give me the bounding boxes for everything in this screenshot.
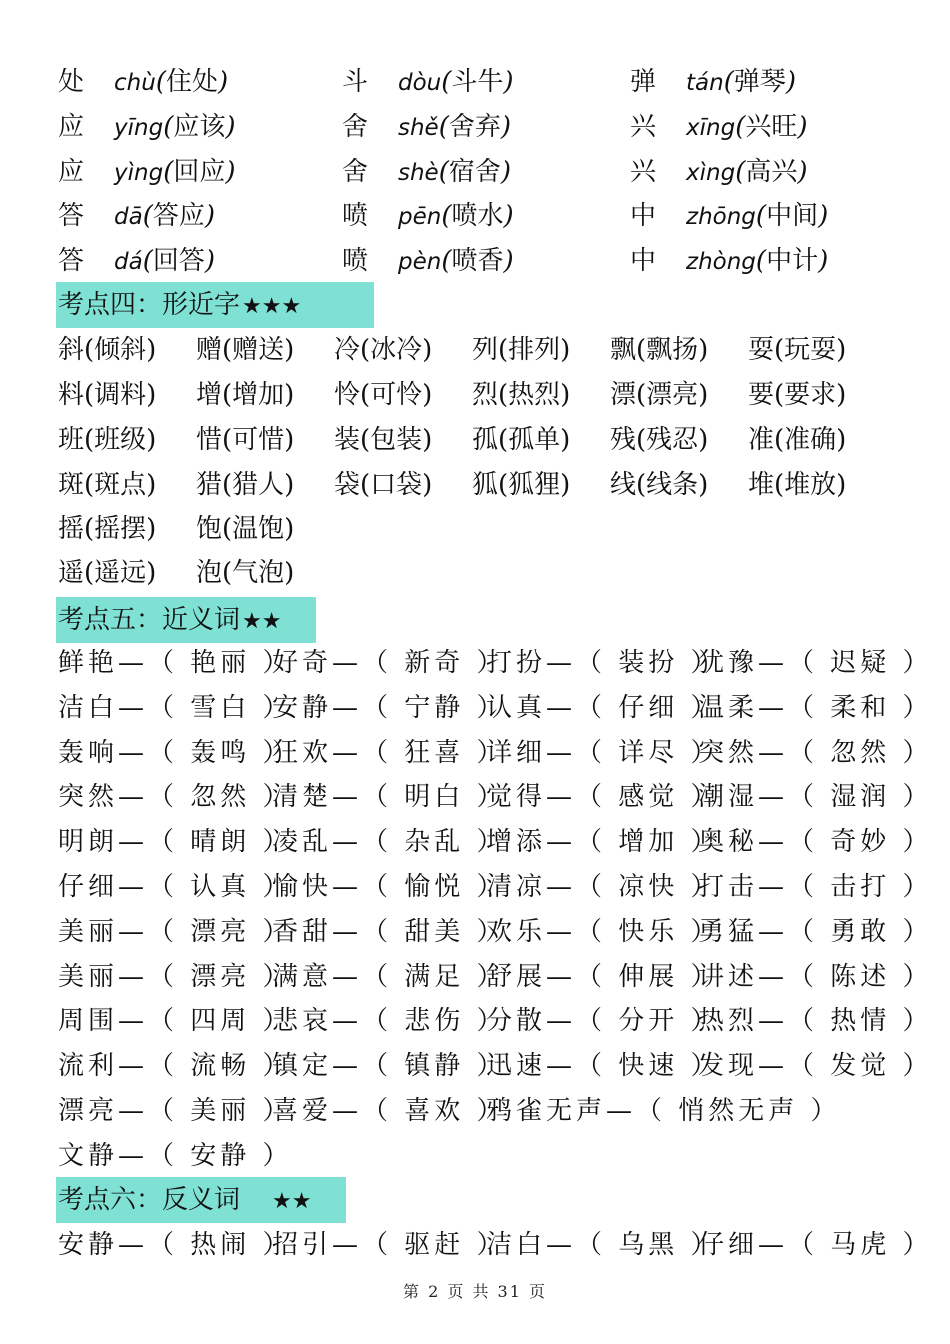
entry-pinyin: shě: [398, 115, 439, 141]
close-paren: ): [225, 157, 236, 187]
entry-pinyin: dòu: [398, 70, 442, 96]
entry-word: 高兴: [745, 157, 798, 187]
entry-pinyin: yīng: [114, 115, 164, 141]
synonym-entry: 明朗—（ 晴朗 ）: [58, 827, 293, 857]
pinyin-entry: [630, 152, 808, 193]
synonym-entry: 流利—（ 流畅 ）: [58, 1051, 293, 1081]
similar-char-entry: 饱(温饱): [196, 514, 295, 544]
entry-char: 兴: [630, 112, 657, 142]
similar-char-entry: 孤(孤单): [472, 425, 571, 455]
entry-char: 应: [58, 112, 85, 142]
entry-word: 回答: [152, 246, 205, 276]
synonym-entry: 喜爱—（ 喜欢 ）: [272, 1096, 507, 1126]
pinyin-entry: [630, 196, 828, 237]
entry-char: 喷: [342, 201, 369, 231]
synonym-entry: 觉得—（ 感觉 ）: [486, 782, 721, 812]
open-paren: (: [735, 157, 746, 187]
synonym-entry: 温柔—（ 柔和 ）: [698, 693, 933, 723]
synonym-entry: 悲哀—（ 悲伤 ）: [272, 1006, 507, 1036]
synonym-entry: 认真—（ 仔细 ）: [486, 693, 721, 723]
synonym-entry: 狂欢—（ 狂喜 ）: [272, 738, 507, 768]
importance-stars: ★★★: [242, 294, 302, 319]
entry-pinyin: pèn: [398, 249, 442, 275]
section4-heading: [56, 282, 374, 328]
entry-pinyin: tán: [686, 70, 724, 96]
open-paren: (: [441, 246, 452, 276]
similar-char-entry: 狐(狐狸): [472, 470, 571, 500]
entry-char: 舍: [342, 112, 369, 142]
heading-title: 考点五：近义词: [58, 605, 241, 635]
open-paren: (: [755, 201, 767, 231]
entry-word: 中间: [766, 201, 819, 231]
pinyin-entry: [58, 62, 228, 103]
entry-char: 兴: [630, 157, 657, 187]
open-paren: (: [142, 246, 153, 276]
close-paren: ): [503, 201, 514, 231]
close-paren: ): [204, 201, 216, 231]
similar-char-entry: 赠(赠送): [196, 335, 295, 365]
pinyin-entry: [630, 62, 796, 103]
synonym-entry: 分散—（ 分开 ）: [486, 1006, 721, 1036]
entry-char: 斗: [342, 67, 369, 97]
close-paren: ): [503, 246, 514, 276]
synonym-entry: 勇猛—（ 勇敢 ）: [698, 917, 933, 947]
similar-char-entry: 班(班级): [58, 425, 157, 455]
similar-char-entry: 线(线条): [610, 470, 709, 500]
synonym-entry: 愉快—（ 愉悦 ）: [272, 872, 507, 902]
entry-pinyin: zhōng: [686, 204, 756, 230]
close-paren: ): [204, 246, 216, 276]
similar-char-entry: 怜(可怜): [334, 380, 433, 410]
similar-char-entry: 列(排列): [472, 335, 571, 365]
entry-pinyin: xīng: [686, 115, 736, 141]
synonym-entry: 美丽—（ 漂亮 ）: [58, 917, 293, 947]
similar-char-entry: 猎(猎人): [196, 470, 295, 500]
synonym-entry: 潮湿—（ 湿润 ）: [698, 782, 933, 812]
close-paren: ): [500, 112, 512, 142]
synonym-entry: 漂亮—（ 美丽 ）: [58, 1096, 293, 1126]
entry-word: 中计: [766, 246, 819, 276]
synonym-entry: 突然—（ 忽然 ）: [698, 738, 933, 768]
similar-char-entry: 斑(斑点): [58, 470, 157, 500]
synonym-entry: 犹豫—（ 迟疑 ）: [698, 648, 933, 678]
similar-char-entry: 袋(口袋): [334, 470, 433, 500]
antonym-entry: 安静—（ 热闹 ）: [58, 1230, 293, 1260]
synonym-entry: 打扮—（ 装扮 ）: [486, 648, 721, 678]
synonym-entry: 周围—（ 四周 ）: [58, 1006, 293, 1036]
similar-char-entry: 摇(摇摆): [58, 514, 157, 544]
entry-word: 斗牛: [451, 67, 504, 97]
synonym-entry: 文静—（ 安静 ）: [58, 1141, 293, 1171]
entry-pinyin: xìng: [686, 160, 736, 186]
antonym-entry: 仔细—（ 马虎 ）: [698, 1230, 933, 1260]
open-paren: (: [441, 201, 452, 231]
close-paren: ): [503, 67, 514, 97]
entry-pinyin: dá: [114, 249, 143, 275]
pinyin-entry: [342, 196, 514, 237]
entry-char: 舍: [342, 157, 369, 187]
close-paren: ): [797, 112, 808, 142]
entry-pinyin: dā: [114, 204, 143, 230]
heading-title: 考点六：反义词: [58, 1185, 241, 1215]
synonym-entry: 安静—（ 宁静 ）: [272, 693, 507, 723]
similar-char-entry: 泡(气泡): [196, 558, 295, 588]
open-paren: (: [142, 201, 153, 231]
similar-char-entry: 残(残忍): [610, 425, 709, 455]
similar-char-entry: 装(包装): [334, 425, 433, 455]
synonym-entry: 舒展—（ 伸展 ）: [486, 962, 721, 992]
open-paren: (: [755, 246, 767, 276]
synonym-entry: 讲述—（ 陈述 ）: [698, 962, 933, 992]
synonym-entry: 美丽—（ 漂亮 ）: [58, 962, 293, 992]
entry-pinyin: pēn: [398, 204, 442, 230]
pinyin-entry: [58, 241, 215, 282]
synonym-entry: 轰响—（ 轰鸣 ）: [58, 738, 293, 768]
antonym-entry: 招引—（ 驱赶 ）: [272, 1230, 507, 1260]
similar-char-entry: 耍(玩耍): [748, 335, 847, 365]
entry-word: 住处: [165, 67, 218, 97]
synonym-entry: 热烈—（ 热情 ）: [698, 1006, 933, 1036]
entry-word: 宿舍: [448, 157, 501, 187]
open-paren: (: [723, 67, 734, 97]
importance-stars: ★★: [242, 609, 282, 634]
open-paren: (: [163, 112, 174, 142]
entry-word: 答应: [152, 201, 205, 231]
synonym-entry: 鸦雀无声—（ 悄然无声 ）: [486, 1096, 841, 1126]
entry-char: 答: [58, 201, 85, 231]
importance-stars: ★★: [272, 1189, 312, 1214]
entry-char: 处: [58, 67, 85, 97]
entry-word: 喷香: [451, 246, 504, 276]
synonym-entry: 奥秘—（ 奇妙 ）: [698, 827, 933, 857]
synonym-entry: 凌乱—（ 杂乱 ）: [272, 827, 507, 857]
similar-char-entry: 堆(堆放): [748, 470, 847, 500]
entry-word: 舍弃: [448, 112, 501, 142]
close-paren: ): [818, 246, 829, 276]
entry-char: 弹: [630, 67, 657, 97]
pinyin-entry: [58, 107, 236, 148]
pinyin-entry: [630, 107, 808, 148]
synonym-entry: 发现—（ 发觉 ）: [698, 1051, 933, 1081]
entry-pinyin: shè: [398, 160, 439, 186]
open-paren: (: [735, 112, 746, 142]
synonym-entry: 增添—（ 增加 ）: [486, 827, 721, 857]
open-paren: (: [441, 67, 452, 97]
similar-char-entry: 漂(漂亮): [610, 380, 709, 410]
synonym-entry: 详细—（ 详尽 ）: [486, 738, 721, 768]
similar-char-entry: 冷(冰冷): [334, 335, 433, 365]
entry-pinyin: chù: [114, 70, 156, 96]
entry-char: 应: [58, 157, 85, 187]
close-paren: ): [818, 201, 829, 231]
synonym-entry: 仔细—（ 认真 ）: [58, 872, 293, 902]
synonym-entry: 清凉—（ 凉快 ）: [486, 872, 721, 902]
entry-word: 兴旺: [745, 112, 798, 142]
synonym-entry: 迅速—（ 快速 ）: [486, 1051, 721, 1081]
close-paren: ): [217, 67, 229, 97]
entry-pinyin: zhòng: [686, 249, 756, 275]
synonym-entry: 香甜—（ 甜美 ）: [272, 917, 507, 947]
entry-char: 中: [630, 201, 657, 231]
pinyin-entry: [58, 152, 236, 193]
pinyin-entry: [342, 152, 511, 193]
open-paren: (: [438, 112, 449, 142]
similar-char-entry: 料(调料): [58, 380, 157, 410]
pinyin-entry: [342, 107, 511, 148]
open-paren: (: [438, 157, 449, 187]
entry-char: 中: [630, 246, 657, 276]
entry-word: 应该: [173, 112, 226, 142]
entry-char: 喷: [342, 246, 369, 276]
similar-char-entry: 斜(倾斜): [58, 335, 157, 365]
similar-char-entry: 惜(可惜): [196, 425, 295, 455]
similar-char-entry: 增(增加): [196, 380, 295, 410]
synonym-entry: 镇定—（ 镇静 ）: [272, 1051, 507, 1081]
synonym-entry: 满意—（ 满足 ）: [272, 962, 507, 992]
close-paren: ): [225, 112, 236, 142]
entry-word: 弹琴: [733, 67, 786, 97]
similar-char-entry: 要(要求): [748, 380, 847, 410]
synonym-entry: 好奇—（ 新奇 ）: [272, 648, 507, 678]
open-paren: (: [163, 157, 174, 187]
pinyin-entry: [58, 196, 215, 237]
open-paren: (: [155, 67, 166, 97]
close-paren: ): [785, 67, 797, 97]
pinyin-entry: [630, 241, 828, 282]
section6-heading: [56, 1177, 346, 1223]
similar-char-entry: 飘(飘扬): [610, 335, 709, 365]
synonym-entry: 清楚—（ 明白 ）: [272, 782, 507, 812]
synonym-entry: 突然—（ 忽然 ）: [58, 782, 293, 812]
close-paren: ): [500, 157, 512, 187]
heading-title: 考点四：形近字: [58, 290, 241, 320]
close-paren: ): [797, 157, 808, 187]
similar-char-entry: 准(准确): [748, 425, 847, 455]
entry-word: 喷水: [451, 201, 504, 231]
section5-heading: [56, 597, 316, 643]
page-footer: 第 2 页 共 31 页: [403, 1282, 547, 1301]
pinyin-entry: [342, 62, 514, 103]
similar-char-entry: 烈(热烈): [472, 380, 571, 410]
entry-char: 答: [58, 246, 85, 276]
synonym-entry: 洁白—（ 雪白 ）: [58, 693, 293, 723]
entry-word: 回应: [173, 157, 226, 187]
synonym-entry: 打击—（ 击打 ）: [698, 872, 933, 902]
similar-char-entry: 遥(遥远): [58, 558, 157, 588]
pinyin-entry: [342, 241, 514, 282]
synonym-entry: 鲜艳—（ 艳丽 ）: [58, 648, 293, 678]
synonym-entry: 欢乐—（ 快乐 ）: [486, 917, 721, 947]
antonym-entry: 洁白—（ 乌黑 ）: [486, 1230, 721, 1260]
entry-pinyin: yìng: [114, 160, 164, 186]
